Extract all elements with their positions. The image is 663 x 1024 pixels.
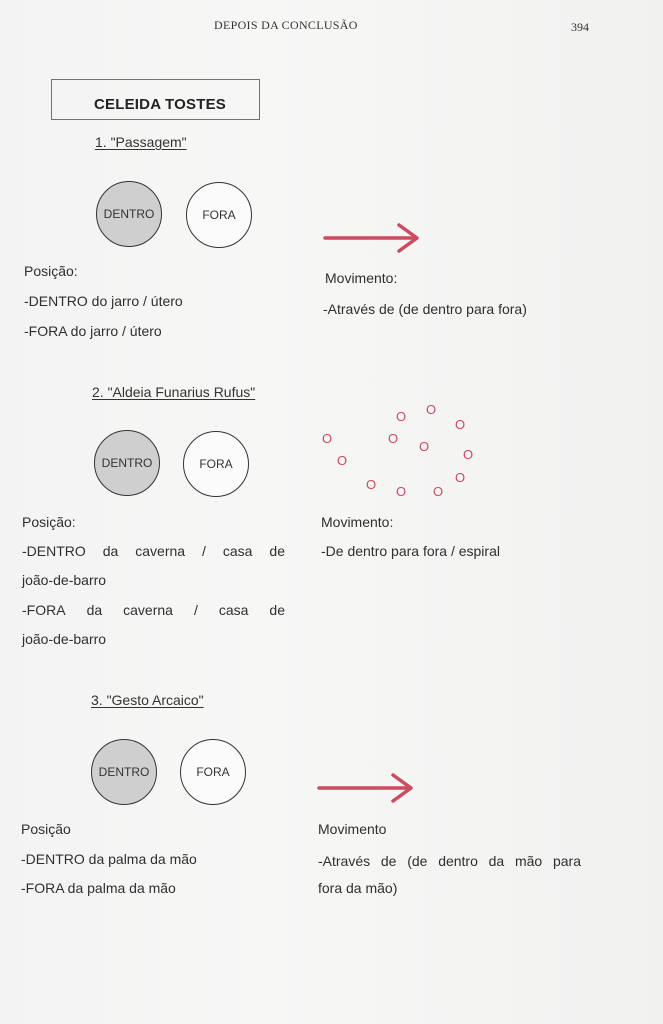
word: -Através (318, 853, 371, 869)
word: de (380, 853, 397, 869)
word: casa (222, 543, 253, 559)
position-heading-2: Posição: (22, 514, 76, 530)
position-line: -DENTRO da palma da mão (21, 851, 197, 867)
movement-line-justified (318, 853, 581, 869)
spiral-circle: O (455, 470, 466, 485)
word: -DENTRO (22, 543, 86, 559)
word: de (269, 543, 285, 559)
inside-label-2: DENTRO (101, 456, 153, 470)
inside-circle-1 (96, 181, 162, 247)
position-line: -FORA do jarro / útero (24, 323, 162, 339)
word: da (102, 543, 119, 559)
position-line: joão-de-barro (22, 572, 107, 588)
word: caverna (135, 543, 186, 559)
outside-label-2: FORA (199, 457, 233, 471)
spiral-circle: O (419, 439, 430, 454)
spiral-circle: O (433, 484, 444, 499)
movement-heading-2: Movimento: (321, 514, 394, 530)
outside-circle-1 (186, 182, 252, 248)
word: / (193, 602, 198, 618)
spiral-circle: O (396, 409, 407, 424)
spiral-circle: O (463, 447, 474, 462)
spiral-circle: O (396, 484, 407, 499)
word: / (202, 543, 206, 559)
position-line-justified (22, 543, 285, 559)
word: para (552, 853, 581, 869)
word: -FORA (22, 602, 66, 618)
outside-circle-2 (183, 431, 249, 497)
inside-label-1: DENTRO (103, 207, 155, 221)
word: casa (218, 602, 249, 618)
section-1-title: 1. "Passagem" (95, 134, 187, 150)
position-heading-1: Posição: (24, 263, 78, 279)
word: (de (407, 853, 428, 869)
right-arrow-icon (323, 220, 423, 256)
position-line: joão-de-barro (22, 631, 107, 647)
word: da (86, 602, 103, 618)
spiral-circle: O (366, 477, 377, 492)
position-heading-3: Posição (21, 821, 71, 837)
word: mão (514, 853, 543, 869)
author-name: CELEIDA TOSTES (94, 96, 226, 113)
author-box (51, 79, 260, 120)
inside-label-3: DENTRO (98, 765, 150, 779)
outside-label-3: FORA (196, 765, 230, 779)
section-3-title: 3. "Gesto Arcaico" (91, 692, 204, 708)
position-line-justified (22, 602, 285, 618)
section-2-title: 2. "Aldeia Funarius Rufus" (92, 384, 256, 400)
inside-circle-3 (91, 739, 157, 805)
movement-heading-1: Movimento: (325, 270, 398, 286)
spiral-circle: O (388, 431, 399, 446)
spiral-circle: O (426, 402, 437, 417)
spiral-circle: O (337, 453, 348, 468)
right-arrow-icon (317, 770, 417, 806)
outside-circle-3 (180, 739, 246, 805)
position-line: -FORA da palma da mão (21, 880, 176, 896)
spiral-circle: O (322, 431, 333, 446)
movement-heading-3: Movimento (318, 821, 387, 837)
running-header: DEPOIS DA CONCLUSÃO (214, 18, 358, 32)
inside-circle-2 (94, 430, 160, 496)
spiral-circle: O (455, 417, 466, 432)
word: dentro (438, 853, 478, 869)
word: de (269, 602, 285, 618)
page-number: 394 (571, 20, 589, 34)
spiral-of-circles-icon (315, 398, 480, 502)
outside-label-1: FORA (202, 208, 236, 222)
movement-line: -Através de (de dentro para fora) (323, 301, 527, 317)
movement-line: fora da mão) (318, 880, 398, 896)
word: caverna (123, 602, 173, 618)
movement-line: -De dentro para fora / espiral (321, 543, 500, 559)
word: da (488, 853, 505, 869)
position-line: -DENTRO do jarro / útero (24, 293, 183, 309)
